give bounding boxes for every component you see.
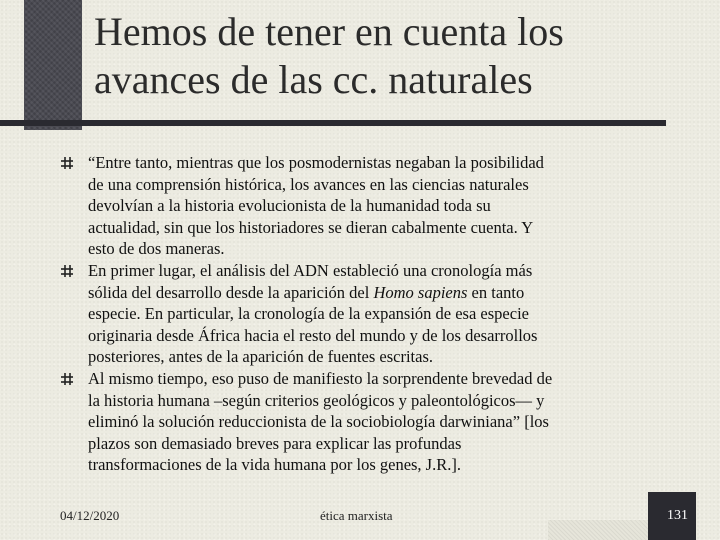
- bullet-line: de una comprensión histórica, los avances en las ciencias naturales: [88, 174, 529, 194]
- hash-bullet-icon: [60, 372, 74, 386]
- title-decor-block: [24, 0, 82, 130]
- bullet-item: [60, 152, 670, 260]
- bullet-line: Al mismo tiempo, eso puso de manifiesto la sorprendente brevedad de: [88, 368, 553, 388]
- bullet-line: [88, 282, 670, 304]
- bullet-item: [60, 368, 670, 476]
- bullet-line: “Entre tanto, mientras que los posmodernistas negaban la posibilidad: [88, 153, 544, 172]
- title-line-2: avances de las cc. naturales: [94, 57, 533, 102]
- title-line-1: Hemos de tener en cuenta los: [94, 9, 564, 54]
- hash-bullet-icon: [60, 264, 74, 278]
- bullet-line: esto de dos maneras.: [88, 239, 225, 259]
- title-rule: [0, 120, 666, 126]
- bullet-line: devolvían a la historia evolucionista de la humanidad toda su: [88, 196, 491, 216]
- bullet-text: sólida del desarrollo desde la aparición del: [88, 282, 374, 302]
- bullet-line: la historia humana –según criterios geológicos y paleontológicos— y: [88, 390, 545, 410]
- bullet-text: en tanto: [467, 282, 525, 302]
- bullet-line: posteriores, antes de la aparición de fuentes escritas.: [88, 347, 433, 367]
- bullet-line: originaria desde África hacia el resto del mundo y de los desarrollos: [88, 325, 538, 345]
- slide-title: [94, 8, 694, 104]
- footer-center-text: ética marxista: [320, 508, 393, 523]
- bullet-line: especie. En particular, la cronología de la expansión de esa especie: [88, 304, 529, 324]
- bullet-line: plazos son demasiado breves para explicar las profundas: [88, 433, 462, 453]
- hash-bullet-icon: [60, 156, 74, 170]
- bullet-line: actualidad, sin que los historiadores se dieran cabalmente cuenta. Y: [88, 217, 534, 237]
- bullet-line: eliminó la solución reduccionista de la sociobiología darwiniana” [los: [88, 412, 549, 432]
- species-name: Homo sapiens: [373, 282, 468, 302]
- bullet-list: [60, 152, 670, 476]
- bullet-line: En primer lugar, el análisis del ADN estableció una cronología más: [88, 260, 533, 280]
- footer-decor-block: [548, 520, 648, 540]
- page-number: 131: [667, 508, 688, 523]
- bullet-item: [60, 260, 670, 368]
- footer-date: 04/12/2020: [60, 508, 120, 523]
- bullet-line: transformaciones de la vida humana por los genes, J.R.].: [88, 455, 461, 475]
- page-number-box: [648, 492, 696, 540]
